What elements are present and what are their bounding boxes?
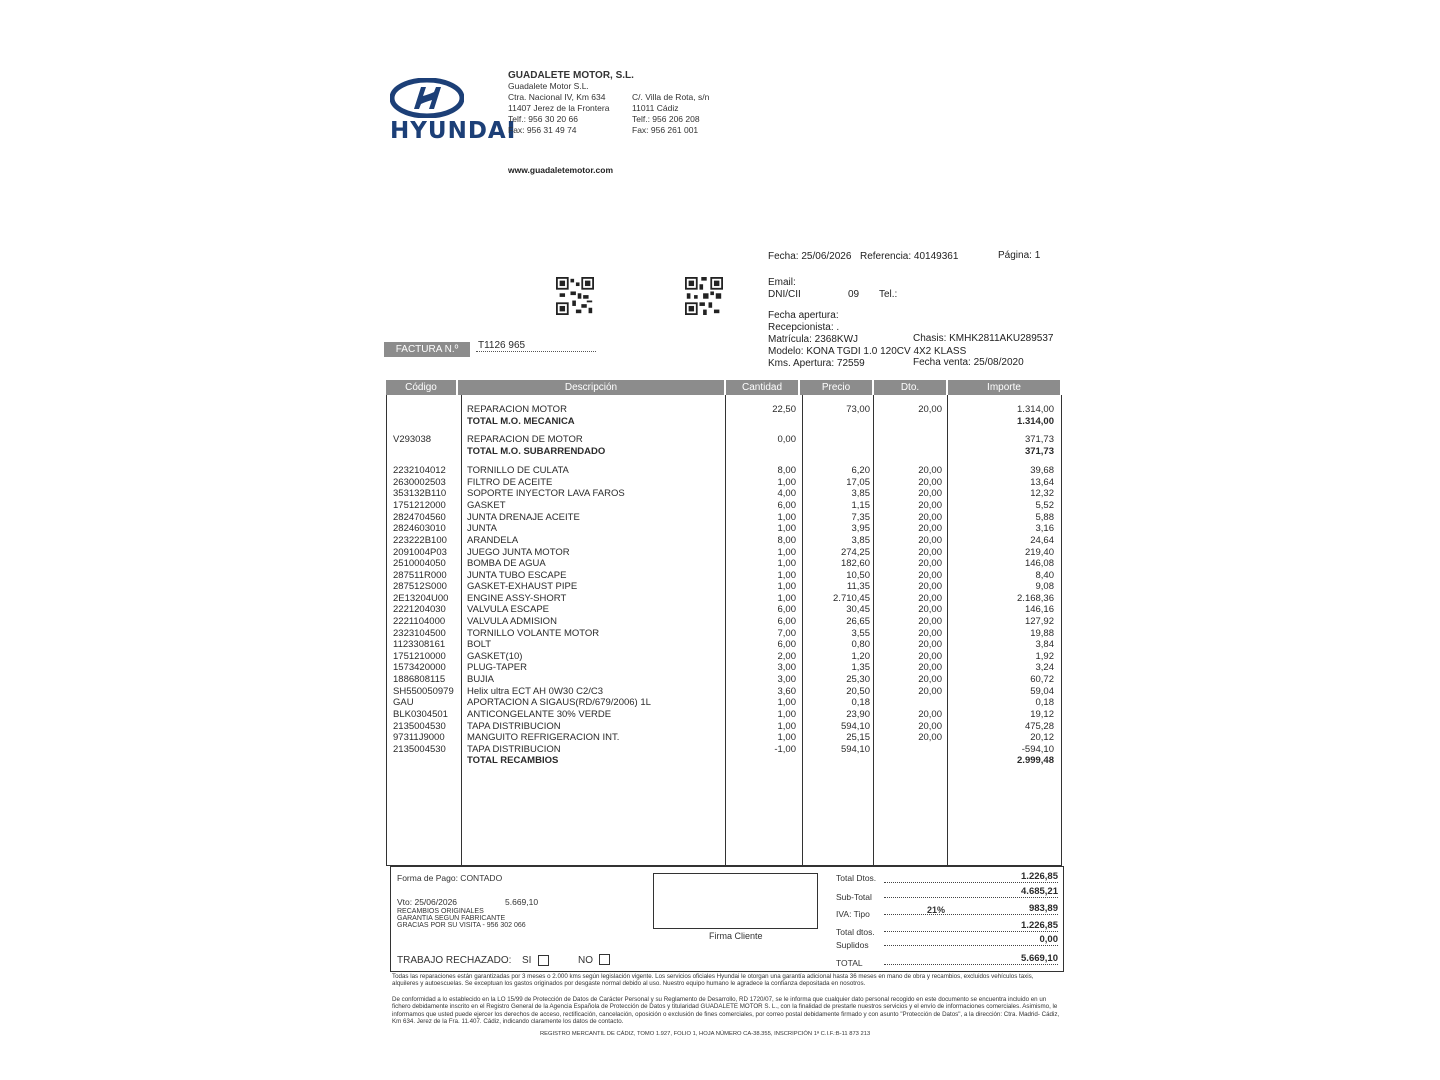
row-code: 2221204030 (393, 604, 446, 615)
row-amount: -594,10 (1021, 744, 1054, 755)
row-price: 0,80 (851, 639, 870, 650)
fecha-venta: Fecha venta: 25/08/2020 (913, 357, 1024, 368)
qr-code-icon (556, 277, 594, 315)
row-quantity: 3,00 (777, 674, 796, 685)
row-amount: 3,84 (1035, 639, 1054, 650)
row-price: 3,95 (851, 523, 870, 534)
row-code: V293038 (393, 434, 432, 445)
row-quantity: 1,00 (777, 547, 796, 558)
row-code: SH550050979 (393, 686, 454, 697)
table-row (0, 674, 1440, 686)
table-row (0, 416, 1440, 428)
row-description: ANTICONGELANTE 30% VERDE (467, 709, 612, 720)
registry-text: REGISTRO MERCANTIL DE CÁDIZ, TOMO 1.927, FOLIO 1, HOJA NÚMERO CA-38.355, INSCRIPCIÓN 1ª C.I.F.:B-11 873 213 (540, 1031, 871, 1037)
table-row (0, 446, 1440, 458)
row-price: 7,35 (851, 512, 870, 523)
invoice-date: Fecha: 25/06/2026 (768, 251, 852, 262)
row-quantity: 22,50 (772, 404, 796, 415)
row-description: ARANDELA (467, 535, 519, 546)
row-price: 1,20 (851, 651, 870, 662)
row-quantity: 6,00 (777, 604, 796, 615)
table-row (0, 616, 1440, 628)
row-discount: 20,00 (918, 500, 942, 511)
qr-code-icon (685, 277, 723, 315)
row-quantity: 7,00 (777, 628, 796, 639)
row-quantity: 8,00 (777, 465, 796, 476)
row-quantity: 1,00 (777, 593, 796, 604)
row-discount: 20,00 (918, 639, 942, 650)
table-row (0, 535, 1440, 547)
row-quantity: 3,60 (777, 686, 796, 697)
row-discount: 20,00 (918, 465, 942, 476)
row-amount: 219,40 (1024, 547, 1054, 558)
row-code: 1123308161 (393, 639, 446, 650)
row-amount: 1.314,00 (1017, 404, 1054, 415)
row-code: 2135004530 (393, 721, 446, 732)
table-row (0, 500, 1440, 512)
row-amount: 8,40 (1035, 570, 1054, 581)
company-line: Telf.: 956 30 20 66 (508, 114, 578, 124)
row-description: BOLT (467, 639, 492, 650)
row-amount: 1.314,00 (1017, 416, 1054, 427)
row-quantity: 6,00 (777, 500, 796, 511)
row-quantity: 1,00 (777, 512, 796, 523)
row-quantity: 1,00 (777, 732, 796, 743)
row-code: 2135004530 (393, 744, 446, 755)
subtotal-label: Sub-Total (836, 892, 872, 902)
row-price: 3,85 (851, 488, 870, 499)
row-price: 594,10 (840, 721, 870, 732)
table-row (0, 434, 1440, 446)
row-discount: 20,00 (918, 732, 942, 743)
row-amount: 19,88 (1030, 628, 1054, 639)
vencimiento-amount: 5.669,10 (505, 897, 539, 907)
row-discount: 20,00 (918, 604, 942, 615)
footer-note: GRACIAS POR SU VISITA - 956 302 066 (397, 922, 526, 929)
row-discount: 20,00 (918, 488, 942, 499)
row-amount: 9,08 (1035, 581, 1054, 592)
col-header-dto: Dto. (874, 380, 946, 395)
row-price: 26,65 (846, 616, 870, 627)
row-code: 2824603010 (393, 523, 446, 534)
row-discount: 20,00 (918, 535, 942, 546)
row-code: BLK0304501 (393, 709, 448, 720)
col-header-descripcion: Descripción (458, 380, 724, 395)
row-description: JUNTA (467, 523, 497, 534)
row-quantity: 1,00 (777, 721, 796, 732)
row-price: 30,45 (846, 604, 870, 615)
row-description: TORNILLO VOLANTE MOTOR (467, 628, 600, 639)
table-row (0, 697, 1440, 709)
company-line: Fax: 956 31 49 74 (508, 125, 577, 135)
row-quantity: 6,00 (777, 616, 796, 627)
row-price: 6,20 (851, 465, 870, 476)
total-dtos-label: Total Dtos. (836, 873, 877, 883)
row-amount: 12,32 (1030, 488, 1054, 499)
row-price: 594,10 (840, 744, 870, 755)
row-price: 3,85 (851, 535, 870, 546)
row-amount: 60,72 (1030, 674, 1054, 685)
signature-box[interactable] (653, 873, 818, 929)
row-price: 25,15 (846, 732, 870, 743)
total-dtos2-label: Total dtos. (836, 927, 875, 937)
row-amount: 371,73 (1024, 434, 1054, 445)
row-discount: 20,00 (918, 616, 942, 627)
table-row (0, 465, 1440, 477)
row-amount: 1,92 (1035, 651, 1054, 662)
trabajo-rechazado-label: TRABAJO RECHAZADO: (397, 955, 512, 966)
company-block-left (508, 70, 634, 136)
row-quantity: 1,00 (777, 558, 796, 569)
row-price: 17,05 (846, 477, 870, 488)
row-code: 2E13204U00 (393, 593, 449, 604)
company-name: GUADALETE MOTOR, S.L. (508, 70, 634, 81)
row-description: SOPORTE INYECTOR LAVA FAROS (467, 488, 625, 499)
row-amount: 20,12 (1030, 732, 1054, 743)
company-line: 11407 Jerez de la Frontera (508, 103, 610, 113)
row-code: 353132B110 (393, 488, 447, 499)
company-line: Telf.: 956 206 208 (632, 114, 700, 124)
row-discount: 20,00 (918, 674, 942, 685)
table-row (0, 404, 1440, 416)
page-number: Página: 1 (998, 250, 1041, 261)
legal-guarantee-text: Todas las reparaciones están garantizadas por 3 meses o 2.000 kms según legislación vigente. Los servicios oficiales Hyundai le otorgan una garantía adicional hasta 36 meses en mano de obra y recambios, excluidos vehículos taxis, alquileres y autoescuelas. Se exceptuan los gastos originados por desgaste normal debido al uso. Nuestro equipo humano le agradece la confianza depositada en nosotros. (392, 973, 1034, 988)
row-description: FILTRO DE ACEITE (467, 477, 553, 488)
total-label: TOTAL (836, 958, 863, 968)
row-amount: 39,68 (1030, 465, 1054, 476)
suplidos-label: Suplidos (836, 940, 869, 950)
total-dtos2-value: 1.226,85 (884, 920, 1058, 932)
row-quantity: 8,00 (777, 535, 796, 546)
row-description: TOTAL M.O. MECANICA (467, 416, 575, 427)
row-discount: 20,00 (918, 547, 942, 558)
no-checkbox[interactable] (599, 954, 610, 965)
table-row (0, 604, 1440, 616)
invoice-reference: Referencia: 40149361 (860, 251, 959, 262)
row-price: 0,18 (851, 697, 870, 708)
dni-label: DNI/CII (768, 289, 801, 300)
row-discount: 20,00 (918, 512, 942, 523)
row-discount: 20,00 (918, 628, 942, 639)
company-website[interactable]: www.guadaletemotor.com (508, 165, 614, 175)
total-dtos-value: 1.226,85 (884, 871, 1058, 883)
fecha-apertura: Fecha apertura: (768, 310, 839, 321)
table-row (0, 662, 1440, 674)
row-code: GAU (393, 697, 414, 708)
footer-note: RECAMBIOS ORIGINALES (397, 908, 484, 915)
row-quantity: 1,00 (777, 570, 796, 581)
vencimiento: Vto: 25/06/2026 (397, 897, 458, 907)
row-price: 1,35 (851, 662, 870, 673)
row-code: 97311J9000 (393, 732, 445, 743)
company-line: 11011 Cádiz (632, 103, 679, 113)
row-code: 1573420000 (393, 662, 446, 673)
row-description: PLUG-TAPER (467, 662, 528, 673)
row-discount: 20,00 (918, 709, 942, 720)
footer-note: GARANTIA SEGUN FABRICANTE (397, 915, 506, 922)
factura-label: FACTURA N.º (384, 342, 470, 357)
company-line: C/. Villa de Rota, s/n (632, 92, 710, 102)
matricula: Matrícula: 2368KWJ (768, 334, 859, 345)
row-price: 274,25 (840, 547, 870, 558)
row-price: 11,35 (846, 581, 870, 592)
row-price: 73,00 (846, 404, 870, 415)
factura-number: T1126 965 (476, 340, 596, 352)
no-label: NO (578, 955, 593, 966)
row-price: 10,50 (846, 570, 870, 581)
row-code: 287512S000 (393, 581, 447, 592)
col-header-cantidad: Cantidad (726, 380, 798, 395)
row-discount: 20,00 (918, 581, 942, 592)
row-description: REPARACION DE MOTOR (467, 434, 583, 445)
row-code: 2510004050 (393, 558, 446, 569)
row-description: APORTACION A SIGAUS(RD/679/2006) 1L (467, 697, 651, 708)
firma-cliente-label: Firma Cliente (709, 931, 763, 941)
company-line: Fax: 956 261 001 (632, 125, 699, 135)
kms-apertura: Kms. Apertura: 72559 (768, 358, 865, 369)
subtotal-value: 4.685,21 (884, 886, 1058, 898)
row-quantity: 4,00 (777, 488, 796, 499)
col-header-precio: Precio (800, 380, 872, 395)
forma-pago: Forma de Pago: CONTADO (397, 873, 503, 883)
row-code: 2232104012 (393, 465, 446, 476)
row-amount: 5,88 (1035, 512, 1054, 523)
row-amount: 371,73 (1024, 446, 1054, 457)
table-row (0, 709, 1440, 721)
legal-privacy-text: De conformidad a lo establecido en la LO 15/99 de Protección de Datos de Carácter Personal y su Reglamento de Desarrollo, RD 1720/07, se le informa que cualquier dato personal recogido en este documento se encuentra incluido en un fichero debidamente inscrito en el Registro General de la Agencia Española de Protección de Datos y titularidad GUADALETE MOTOR S. L., con la finalidad de prestarle nuestros servicios y el envío de informaciones comerciales. Asimismo, le informamos que usted puede ejercer los derechos de acceso, rectificación, cancelación, oposición o exclusión de fines comerciales, por correo postal debidamente firmado y con asunto "Protección de Datos", a la dirección: Ctra. Madrid- Cádiz, Km 634. Jerez de la Fra. 11.407. Cádiz, indicando claramente los datos de contacto. (392, 996, 1060, 1026)
row-code: 2221104000 (393, 616, 446, 627)
row-quantity: 1,00 (777, 477, 796, 488)
row-amount: 19,12 (1030, 709, 1054, 720)
row-quantity: 2,00 (777, 651, 796, 662)
row-amount: 3,24 (1035, 662, 1054, 673)
row-price: 25,30 (846, 674, 870, 685)
table-row (0, 581, 1440, 593)
row-amount: 2.168,36 (1017, 593, 1054, 604)
row-description: JUEGO JUNTA MOTOR (467, 547, 570, 558)
row-description: BOMBA DE AGUA (467, 558, 546, 569)
row-quantity: 0,00 (777, 434, 796, 445)
row-code: 2091004P03 (393, 547, 447, 558)
row-discount: 20,00 (918, 523, 942, 534)
row-price: 182,60 (840, 558, 870, 569)
row-amount: 5,52 (1035, 500, 1054, 511)
row-quantity: 3,00 (777, 662, 796, 673)
row-amount: 146,08 (1024, 558, 1054, 569)
row-discount: 20,00 (918, 558, 942, 569)
row-code: 1751212000 (393, 500, 446, 511)
row-quantity: -1,00 (774, 744, 796, 755)
table-row (0, 639, 1440, 651)
row-discount: 20,00 (918, 686, 942, 697)
row-description: TORNILLO DE CULATA (467, 465, 569, 476)
row-discount: 20,00 (918, 477, 942, 488)
row-quantity: 1,00 (777, 523, 796, 534)
total-value: 5.669,10 (884, 953, 1058, 965)
row-description: BUJIA (467, 674, 494, 685)
row-amount: 24,64 (1030, 535, 1054, 546)
row-quantity: 1,00 (777, 709, 796, 720)
iva-label: IVA: Tipo (836, 909, 870, 919)
row-description: GASKET-EXHAUST PIPE (467, 581, 578, 592)
row-quantity: 6,00 (777, 639, 796, 650)
row-discount: 20,00 (918, 721, 942, 732)
row-description: JUNTA TUBO ESCAPE (467, 570, 567, 581)
row-code: 287511R000 (393, 570, 447, 581)
row-code: 2824704560 (393, 512, 446, 523)
row-code: 2323104500 (393, 628, 446, 639)
row-description: VALVULA ADMISION (467, 616, 557, 627)
row-discount: 20,00 (918, 651, 942, 662)
row-description: GASKET(10) (467, 651, 523, 662)
row-code: 1751210000 (393, 651, 446, 662)
row-description: ENGINE ASSY-SHORT (467, 593, 567, 604)
row-amount: 3,16 (1035, 523, 1054, 534)
row-price: 1,15 (851, 500, 870, 511)
row-amount: 13,64 (1030, 477, 1054, 488)
row-price: 20,50 (846, 686, 870, 697)
row-description: VALVULA ESCAPE (467, 604, 550, 615)
row-quantity: 1,00 (777, 697, 796, 708)
row-description: TAPA DISTRIBUCION (467, 721, 561, 732)
dni-tail: 09 (848, 289, 860, 300)
modelo: Modelo: KONA TGDI 1.0 120CV 4X2 KLASS (768, 346, 967, 357)
iva-value: 983,89 (884, 903, 1058, 915)
row-description: Helix ultra ECT AH 0W30 C2/C3 (467, 686, 604, 697)
row-amount: 0,18 (1035, 697, 1054, 708)
row-discount: 20,00 (918, 662, 942, 673)
row-description: TOTAL M.O. SUBARRENDADO (467, 446, 606, 457)
table-row (0, 755, 1440, 767)
row-code: 223222B100 (393, 535, 447, 546)
col-header-codigo: Código (386, 380, 456, 395)
row-amount: 127,92 (1024, 616, 1054, 627)
row-description: TOTAL RECAMBIOS (467, 755, 559, 766)
row-discount: 20,00 (918, 570, 942, 581)
company-line: Guadalete Motor S.L. (508, 81, 589, 91)
col-header-importe: Importe (948, 380, 1060, 395)
tel-label: Tel.: (879, 289, 898, 300)
table-row (0, 488, 1440, 500)
si-checkbox[interactable] (538, 955, 549, 966)
row-amount: 59,04 (1030, 686, 1054, 697)
row-description: JUNTA DRENAJE ACEITE (467, 512, 580, 523)
row-description: MANGUITO REFRIGERACION INT. (467, 732, 620, 743)
row-discount: 20,00 (918, 404, 942, 415)
row-description: TAPA DISTRIBUCION (467, 744, 561, 755)
recepcionista: Recepcionista: . (768, 322, 840, 333)
table-row (0, 732, 1440, 744)
hyundai-logo (390, 78, 464, 118)
row-price: 23,90 (846, 709, 870, 720)
row-price: 2.710,45 (833, 593, 870, 604)
row-amount: 475,28 (1024, 721, 1054, 732)
brand-wordmark: HYUNDAI (390, 118, 517, 144)
si-label: SI (522, 955, 532, 966)
table-row (0, 558, 1440, 570)
row-quantity: 1,00 (777, 581, 796, 592)
row-code: 1886808115 (393, 674, 446, 685)
email-label: Email: (768, 277, 796, 288)
row-description: GASKET (467, 500, 506, 511)
table-row (0, 523, 1440, 535)
row-code: 2630002503 (393, 477, 446, 488)
row-description: REPARACION MOTOR (467, 404, 567, 415)
row-amount: 2.999,48 (1017, 755, 1054, 766)
row-discount: 20,00 (918, 593, 942, 604)
chasis: Chasis: KMHK2811AKU289537 (913, 333, 1054, 344)
row-price: 3,55 (851, 628, 870, 639)
iva-tipo: 21% (927, 905, 946, 915)
company-block-right (632, 92, 709, 136)
row-amount: 146,16 (1024, 604, 1054, 615)
company-line: Ctra. Nacional IV, Km 634 (508, 92, 606, 102)
suplidos-value: 0,00 (884, 934, 1058, 946)
